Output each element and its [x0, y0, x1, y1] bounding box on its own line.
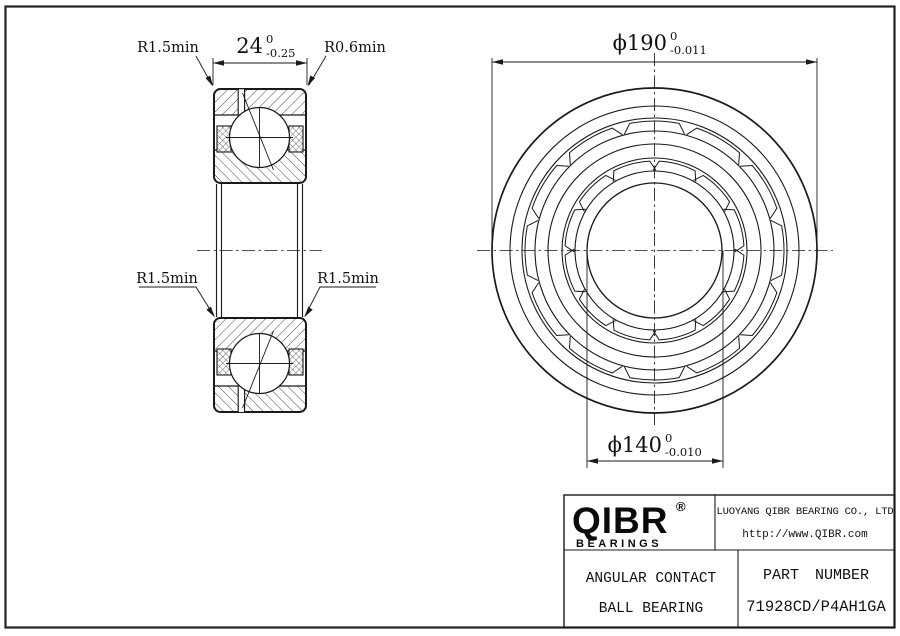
od-dim-value: ϕ190 [612, 31, 667, 55]
registered-mark-icon: ® [676, 499, 686, 514]
product-name-line2: BALL BEARING [598, 601, 704, 617]
section-view [136, 32, 386, 413]
title-block [564, 495, 895, 628]
brand-logo [572, 499, 686, 550]
radius-label-top-right [305, 40, 386, 88]
part-number-label: PART NUMBER [762, 567, 870, 584]
website-url: http://www.QIBR.com [742, 529, 868, 541]
od-dim-tol-lower: -0.011 [670, 43, 707, 57]
bore-dim-value: ϕ140 [607, 433, 662, 457]
product-name-line1: ANGULAR CONTACT [585, 571, 717, 587]
logo-subtitle: BEARINGS [576, 538, 663, 550]
bore-dimension [587, 251, 723, 469]
front-view [477, 29, 833, 468]
radius-label-mid-left [136, 271, 217, 319]
width-dimension [213, 32, 307, 85]
radius-label-top-left-text: R1.5min [137, 40, 199, 56]
bore-dim-tol-lower: -0.010 [665, 445, 702, 459]
part-number-value: 71928CD/P4AH1GA [746, 598, 886, 616]
section-top-half [213, 88, 307, 184]
logo-text: QIBR [572, 500, 669, 541]
radius-label-top-left [137, 40, 215, 88]
radius-label-mid-left-text: R1.5min [136, 271, 198, 287]
od-dim-tol-upper: 0 [670, 29, 678, 43]
bore-dim-tol-upper: 0 [665, 431, 673, 445]
section-bottom-half [213, 317, 307, 413]
radius-label-mid-right [302, 271, 379, 319]
width-dim-tol-lower: -0.25 [266, 46, 296, 60]
radius-label-mid-right-text: R1.5min [317, 271, 379, 287]
width-dim-tol-upper: 0 [266, 32, 274, 46]
width-dim-value: 24 [236, 34, 263, 58]
company-name: LUOYANG QIBR BEARING CO., LTD [716, 506, 894, 518]
radius-label-top-right-text: R0.6min [324, 40, 386, 56]
